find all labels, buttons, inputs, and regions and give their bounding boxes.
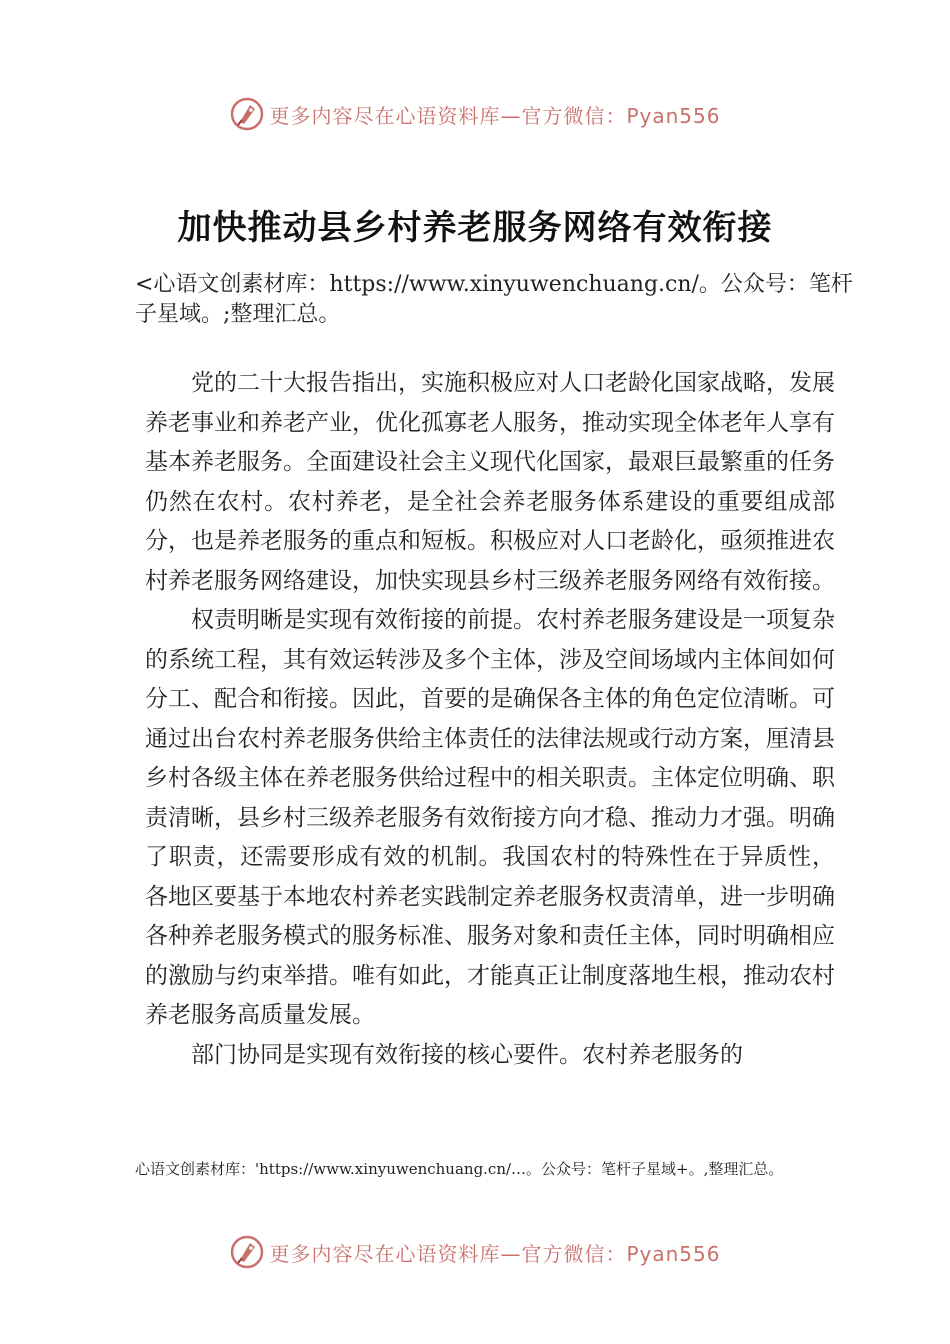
banner-text: 更多内容尽在心语资料库—官方微信：Pyan556 <box>269 1241 721 1266</box>
paragraph-1: 党的二十大报告指出，实施积极应对人口老龄化国家战略，发展养老事业和养老产业，优化孤寡老人服务，推动实现全体老年人享有基本养老服务。全面建设社会主义现代化国家，最艰巨最繁重的任务仍然在农村。农村养老，是全社会养老服务体系建设的重要组成部分，也是养老服务的重点和短板。积极应对人口老龄化，亟须推进农村养老服务网络建设，加快实现县乡村三级养老服务网络有效衔接。 <box>145 370 835 594</box>
page-footnote: 心语文创素材库：'https://www.xinyuwenchuang.cn/…。公众号：笔杆子星域+。,整理汇总。 <box>135 1160 784 1178</box>
pen-nib-logo-icon <box>229 1234 265 1270</box>
pen-nib-logo-icon <box>229 96 265 132</box>
paragraph-3: 部门协同是实现有效衔接的核心要件。农村养老服务的 <box>191 1041 743 1068</box>
paragraph-2: 权责明晰是实现有效衔接的前提。农村养老服务建设是一项复杂的系统工程，其有效运转涉及多个主体，涉及空间场域内主体间如何分工、配合和衔接。因此，首要的是确保各主体的角色定位清晰。可通过出台农村养老服务供给主体责任的法律法规或行动方案，厘清县乡村各级主体在养老服务供给过程中的相关职责。主体定位明确、职责清晰，县乡村三级养老服务有效衔接方向才稳、推动力才强。明确了职责，还需要形成有效的机制。我国农村的特殊性在于异质性， 各地区要基于本地农村养老实践制定养老服务权责清单，进一步明确各种养老服务模式的服务标准、服务对象和责任主体，同时明确相应的激励与约束举措。唯有如此，才能真正让制度落地生根，推动农村养老服务高质量发展。 <box>145 607 835 1028</box>
header-banner <box>0 92 950 136</box>
banner-text: 更多内容尽在心语资料库—官方微信：Pyan556 <box>269 103 721 128</box>
source-line: <心语文创素材库：https://www.xinyuwenchuang.cn/。公众号：笔杆子星域。;整理汇总。 <box>135 272 853 327</box>
footer-banner <box>0 1230 950 1274</box>
document-body <box>145 364 835 1075</box>
document-title: 加快推动县乡村养老服务网络有效衔接 <box>177 208 773 248</box>
